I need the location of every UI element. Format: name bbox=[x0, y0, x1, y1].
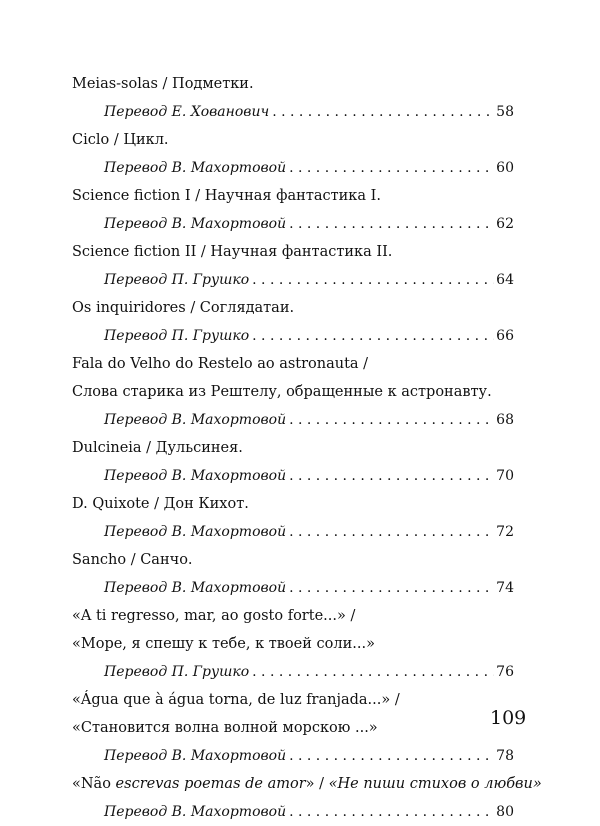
title-suffix: » / bbox=[305, 776, 329, 792]
toc-title: «Água que à água torna, de luz franjada...» / bbox=[72, 692, 400, 708]
toc-title: Ciclo / Цикл. bbox=[72, 132, 169, 148]
translator-credit: Перевод В. Махортовой bbox=[104, 580, 287, 596]
translator-credit: Перевод П. Грушко bbox=[104, 664, 250, 680]
toc-translator-line bbox=[72, 574, 514, 602]
page-ref: 76 bbox=[496, 664, 514, 680]
translator-credit: Перевод В. Махортовой bbox=[104, 524, 287, 540]
table-of-contents bbox=[72, 70, 542, 826]
translator-credit: Перевод В. Махортовой bbox=[104, 468, 287, 484]
translator-credit: Перевод В. Махортовой bbox=[104, 412, 287, 428]
toc-translator-line bbox=[72, 98, 514, 126]
toc-translator-line bbox=[72, 518, 514, 546]
toc-title: Fala do Velho do Restelo ao astronauta / bbox=[72, 356, 369, 372]
toc-title: Sancho / Санчо. bbox=[72, 552, 193, 568]
toc-title: «A ti regresso, mar, ao gosto forte...» / bbox=[72, 608, 356, 624]
page-ref: 70 bbox=[496, 468, 514, 484]
toc-translator-line bbox=[72, 798, 514, 826]
dot-leader bbox=[289, 574, 494, 602]
page-ref: 62 bbox=[496, 216, 514, 232]
dot-leader bbox=[289, 742, 494, 770]
page-ref: 66 bbox=[496, 328, 514, 344]
toc-title-continued: Слова старика из Рештелу, обращенные к астронавту. bbox=[72, 384, 492, 400]
dot-leader bbox=[252, 658, 494, 686]
toc-title: D. Quixote / Дон Кихот. bbox=[72, 496, 249, 512]
toc-translator-line bbox=[72, 266, 514, 294]
title-italic: escrevas poemas de amor bbox=[115, 776, 306, 792]
page-ref: 68 bbox=[496, 412, 514, 428]
toc-translator-line bbox=[72, 742, 514, 770]
dot-leader bbox=[252, 266, 494, 294]
toc-translator-line bbox=[72, 322, 514, 350]
toc-title: Science fiction I / Научная фантастика I. bbox=[72, 188, 381, 204]
page-ref: 72 bbox=[496, 524, 514, 540]
toc-translator-line bbox=[72, 406, 514, 434]
dot-leader bbox=[289, 210, 494, 238]
page-ref: 74 bbox=[496, 580, 514, 596]
title-prefix: «Não bbox=[72, 776, 116, 792]
title-italic-translation: «Не пиши стихов о любви» bbox=[328, 776, 542, 792]
translator-credit: Перевод Е. Хованович bbox=[104, 104, 270, 120]
page-ref: 64 bbox=[496, 272, 514, 288]
toc-title-continued: «Становится волна волной морскою ...» bbox=[72, 720, 378, 736]
toc-title: Meias-solas / Подметки. bbox=[72, 76, 254, 92]
translator-credit: Перевод П. Грушко bbox=[104, 328, 250, 344]
translator-credit: Перевод В. Махортовой bbox=[104, 804, 287, 820]
translator-credit: Перевод П. Грушко bbox=[104, 272, 250, 288]
toc-title: Science fiction II / Научная фантастика II. bbox=[72, 244, 393, 260]
toc-translator-line bbox=[72, 154, 514, 182]
toc-translator-line bbox=[72, 462, 514, 490]
dot-leader bbox=[289, 462, 494, 490]
page-ref: 58 bbox=[496, 104, 514, 120]
toc-translator-line bbox=[72, 658, 514, 686]
toc-title: Os inquiridores / Соглядатаи. bbox=[72, 300, 295, 316]
translator-credit: Перевод В. Махортовой bbox=[104, 748, 287, 764]
page-ref: 80 bbox=[496, 804, 514, 820]
dot-leader bbox=[272, 98, 494, 126]
toc-title bbox=[72, 770, 542, 798]
translator-credit: Перевод В. Махортовой bbox=[104, 216, 287, 232]
page-number: 109 bbox=[490, 707, 527, 729]
toc-title: Dulcineia / Дульсинея. bbox=[72, 440, 243, 456]
page-ref: 78 bbox=[496, 748, 514, 764]
dot-leader bbox=[252, 322, 494, 350]
dot-leader bbox=[289, 518, 494, 546]
translator-credit: Перевод В. Махортовой bbox=[104, 160, 287, 176]
dot-leader bbox=[289, 406, 494, 434]
toc-translator-line bbox=[72, 210, 514, 238]
dot-leader bbox=[289, 798, 494, 826]
toc-title-continued: «Море, я спешу к тебе, к твоей соли...» bbox=[72, 636, 375, 652]
dot-leader bbox=[289, 154, 494, 182]
page-ref: 60 bbox=[496, 160, 514, 176]
